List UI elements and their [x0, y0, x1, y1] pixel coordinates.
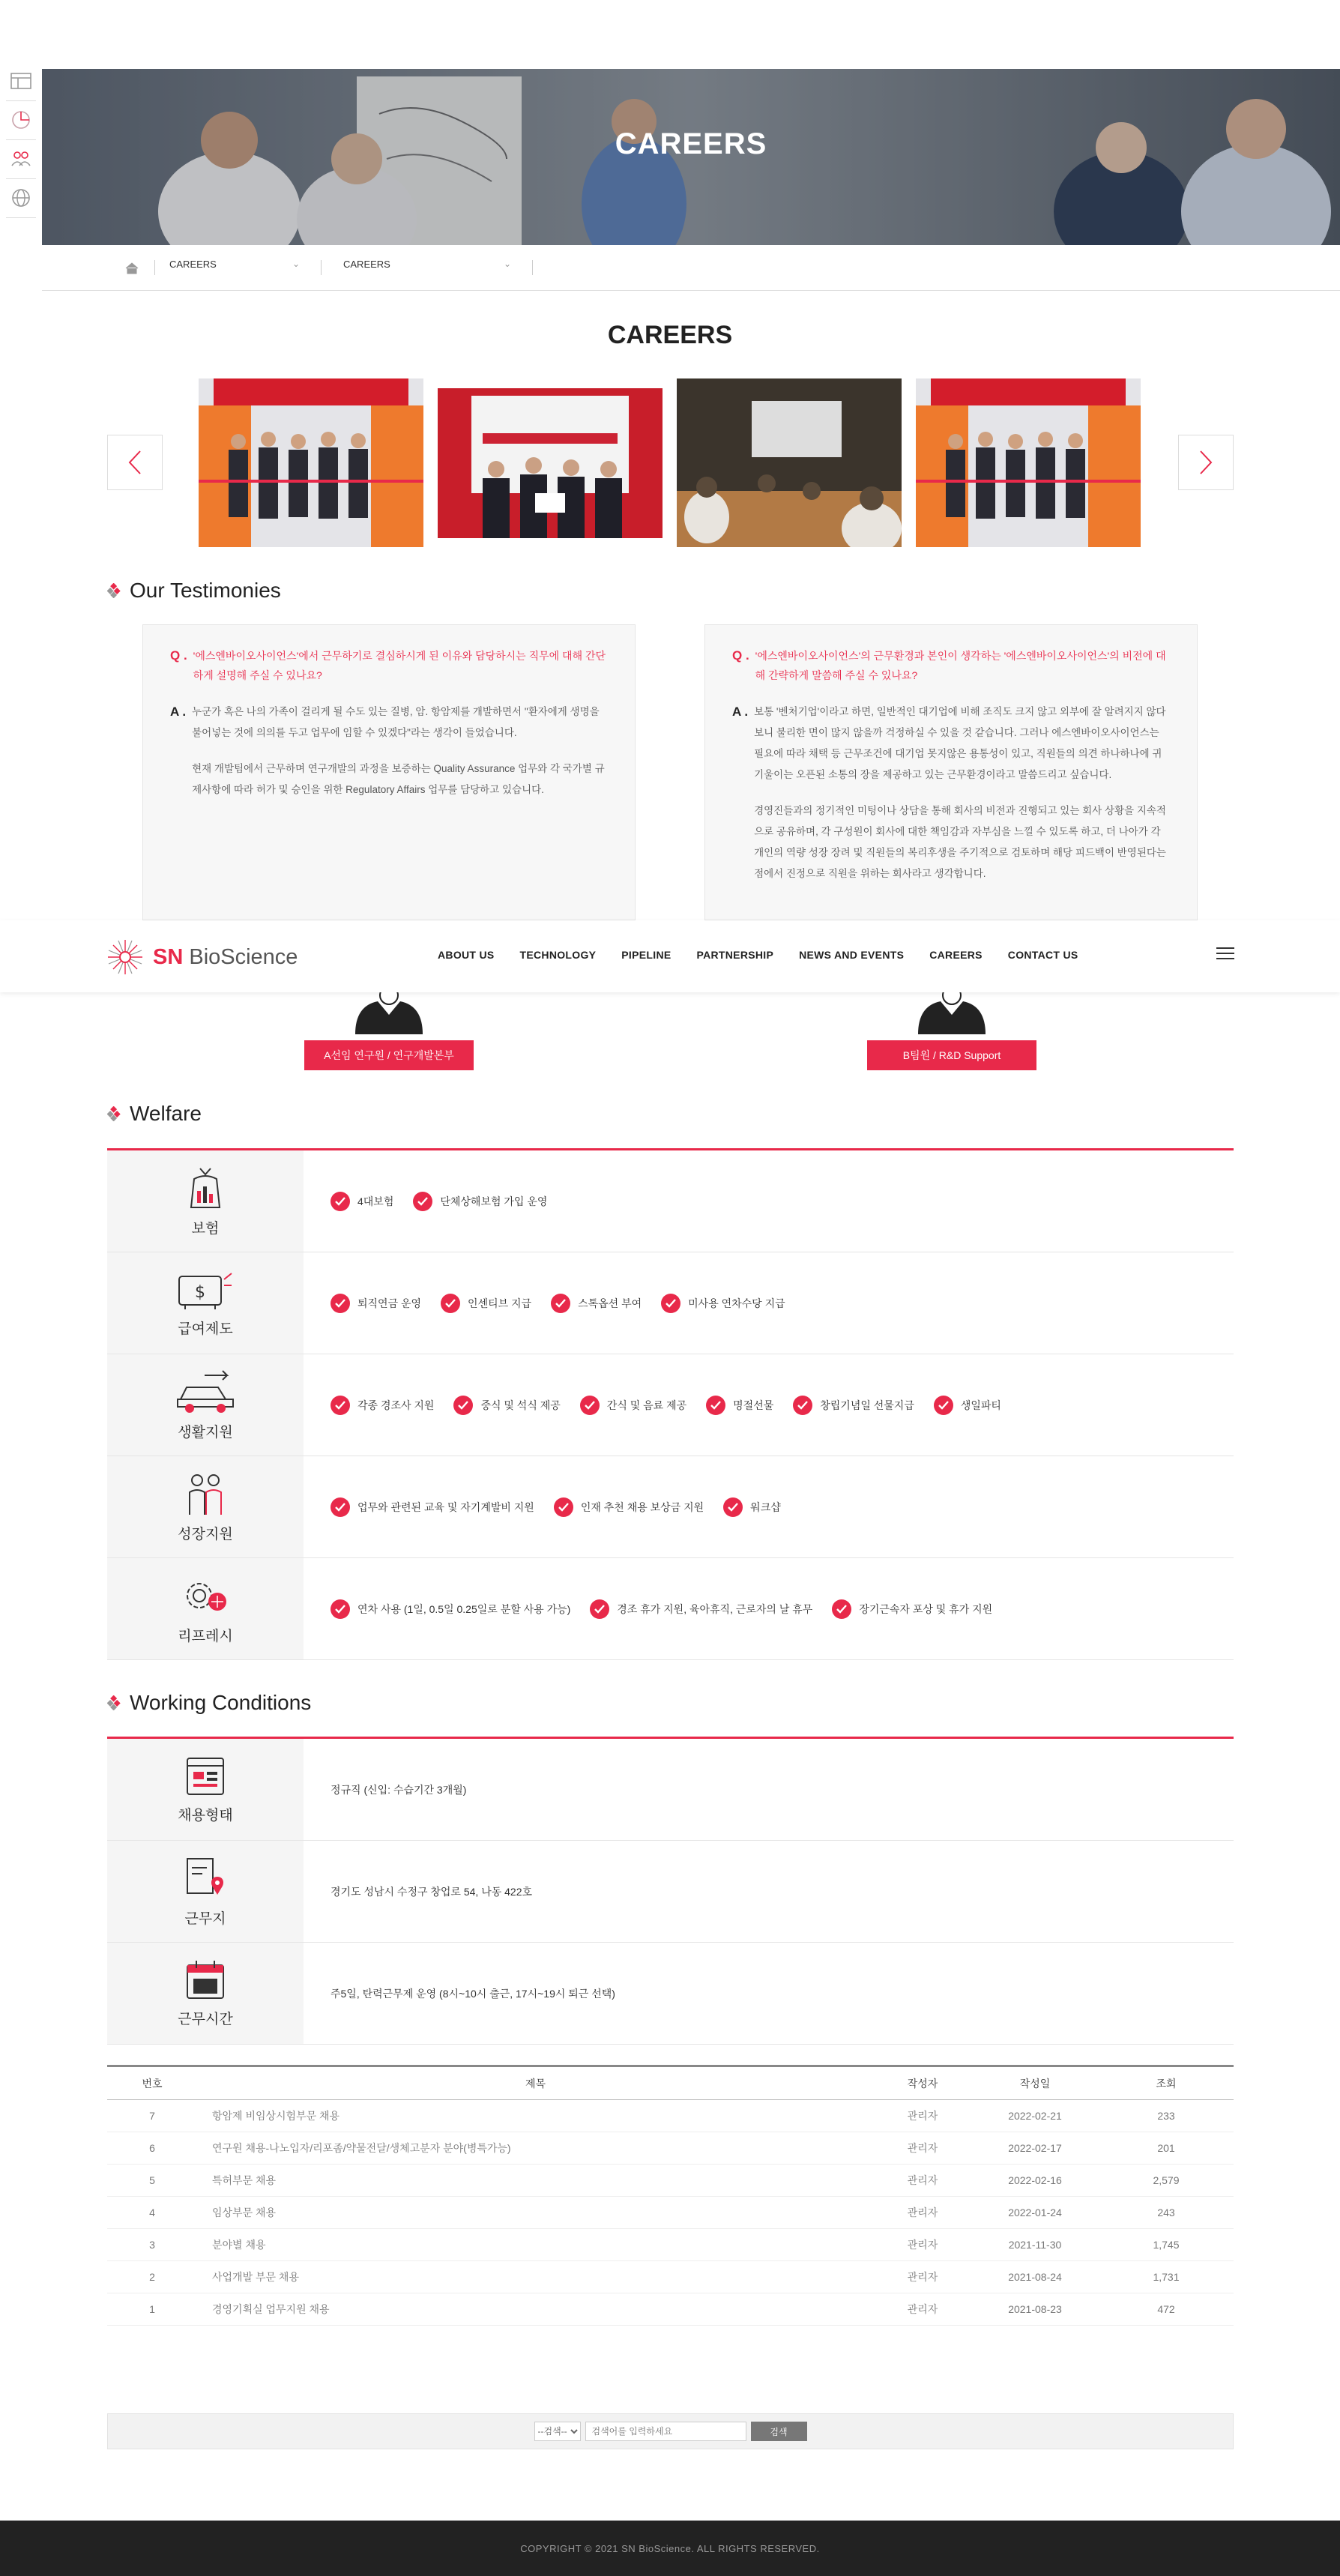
nav-technology[interactable]: TECHNOLOGY	[519, 949, 597, 961]
breadcrumb-level1[interactable]: CAREERS	[169, 259, 217, 270]
chevron-down-icon: ⌄	[292, 259, 301, 269]
welfare-item-text: 연차 사용 (1일, 0.5일 0.25일로 분할 사용 가능)	[357, 1602, 571, 1615]
globe-icon[interactable]	[6, 183, 36, 213]
welfare-item	[441, 1294, 531, 1313]
layout-icon[interactable]	[6, 66, 36, 96]
post-number: 6	[149, 2142, 155, 2154]
working-title: Working Conditions	[130, 1691, 312, 1714]
home-icon[interactable]	[117, 257, 147, 280]
post-title-link[interactable]: 항암제 비임상시험부문 채용	[212, 2110, 340, 2122]
chevron-down-icon: ⌄	[504, 259, 512, 269]
working-category	[107, 1943, 304, 2044]
table-row[interactable]	[107, 2293, 1234, 2326]
check-circle-icon	[441, 1294, 460, 1313]
testimony-answer: 경영진들과의 정기적인 미팅이나 상담을 통해 회사의 비전과 진행되고 있는 회사 상황을 지속적으로 공유하며, 각 구성원이 회사에 대한 책임감과 자부심을 느낄 수 있도록 하고, 더 나아가 각 개인의 역량 성장 장려 및 직원들의 복리후생을 주기적으로 검토하며 해당 피드백이 반영된다는 점에서 진정으로 직원을 위하는 회사라고 생각합니다.	[754, 805, 1166, 879]
working-category-label: 근무시간	[178, 2011, 233, 2027]
working-category-label: 채용형태	[178, 1807, 233, 1824]
table-row[interactable]	[107, 2100, 1234, 2132]
answer-mark: A .	[170, 705, 187, 719]
check-circle-icon	[331, 1294, 350, 1313]
testimony-card	[142, 624, 636, 920]
question-mark: Q .	[732, 648, 749, 663]
diamond-bullet-icon	[107, 583, 122, 598]
welfare-items	[304, 1150, 1234, 1252]
welfare-item-text: 스톡옵션 부여	[578, 1297, 642, 1309]
welfare-category-label: 리프레시	[178, 1628, 233, 1644]
welfare-item	[590, 1599, 812, 1619]
welfare-item	[331, 1599, 570, 1619]
nav-partnership[interactable]: PARTNERSHIP	[696, 949, 774, 961]
welfare-items	[304, 1558, 1234, 1659]
post-title-link[interactable]: 분야별 채용	[212, 2239, 266, 2251]
welfare-row	[107, 1456, 1234, 1558]
gallery-prev-button[interactable]	[107, 435, 163, 490]
check-circle-icon	[331, 1599, 350, 1619]
logo-bioscience: BioScience	[183, 944, 298, 969]
table-row[interactable]	[107, 2165, 1234, 2197]
job-board	[107, 2065, 1234, 2326]
welfare-row	[107, 1354, 1234, 1456]
welfare-category-label: 생활지원	[178, 1424, 233, 1441]
welfare-item	[934, 1396, 1001, 1415]
working-row	[107, 1841, 1234, 1943]
refresh-gear-icon	[178, 1573, 232, 1620]
welfare-category	[107, 1456, 304, 1557]
breadcrumb	[42, 245, 1340, 291]
post-views: 1,745	[1153, 2239, 1180, 2251]
welfare-item-text: 각종 경조사 지원	[357, 1399, 435, 1411]
check-circle-icon	[832, 1599, 851, 1619]
welfare-item	[706, 1396, 773, 1415]
post-author: 관리자	[907, 2207, 938, 2218]
post-author: 관리자	[907, 2239, 938, 2251]
welfare-item-text: 장기근속자 포상 및 휴가 지원	[859, 1602, 993, 1615]
nav-careers[interactable]: CAREERS	[929, 949, 983, 961]
post-date: 2022-02-17	[1008, 2142, 1062, 2154]
working-row	[107, 1739, 1234, 1841]
table-row[interactable]	[107, 2197, 1234, 2229]
nav-news-and-events[interactable]: NEWS AND EVENTS	[799, 949, 905, 961]
welfare-item-text: 4대보험	[357, 1195, 394, 1207]
welfare-row	[107, 1150, 1234, 1252]
chevron-right-icon	[1198, 450, 1213, 475]
welfare-table	[107, 1148, 1234, 1660]
site-footer	[0, 2521, 1340, 2576]
check-circle-icon	[331, 1497, 350, 1517]
post-date: 2021-08-24	[1008, 2271, 1062, 2283]
post-date: 2022-02-16	[1008, 2174, 1062, 2186]
testimony-question: '에스엔바이오사이언스'의 근무환경과 본인이 생각하는 '에스엔바이오사이언스'의 비전에 대해 간략하게 말씀해 주실 수 있나요?	[755, 650, 1166, 681]
document-icon	[184, 1755, 226, 1800]
logo-sn: SN	[153, 944, 184, 969]
testimony-answer: 누군가 혹은 나의 가족이 걸리게 될 수도 있는 질병, 암. 항암제를 개발하면서 "환자에게 생명을 불어넣는 것에 의의를 두고 업무에 임할 수 있겠다"라는 생각이 들었습니다.	[192, 706, 600, 738]
nav-about-us[interactable]: ABOUT US	[438, 949, 495, 961]
post-title-link[interactable]: 사업개발 부문 채용	[212, 2271, 299, 2283]
post-date: 2021-08-23	[1008, 2303, 1062, 2315]
person-avatar-icon	[351, 992, 426, 1034]
working-row	[107, 1943, 1234, 2045]
person-avatar-icon	[914, 992, 989, 1034]
search-button[interactable]: 검색	[751, 2422, 807, 2441]
gallery-photo[interactable]	[199, 378, 423, 547]
working-conditions-table	[107, 1737, 1234, 2045]
welfare-items	[304, 1354, 1234, 1456]
hero-banner	[42, 69, 1340, 245]
check-circle-icon	[453, 1396, 473, 1415]
col-views: 조회	[1156, 2077, 1177, 2090]
check-circle-icon	[723, 1497, 743, 1517]
post-number: 4	[149, 2207, 155, 2218]
welfare-category	[107, 1354, 304, 1456]
gallery-photo[interactable]	[677, 378, 902, 547]
post-author: 관리자	[907, 2142, 938, 2154]
gallery-photo[interactable]	[916, 378, 1141, 547]
main-nav	[438, 949, 1078, 961]
post-title-link[interactable]: 연구원 채용-나노입자/리포좀/약물전달/생체고분자 분야(병특가능)	[212, 2142, 511, 2154]
table-row[interactable]	[107, 2132, 1234, 2165]
post-title-link[interactable]: 경영기획실 업무지원 채용	[212, 2303, 330, 2315]
welfare-item	[331, 1192, 393, 1211]
welfare-item-text: 생일파티	[960, 1399, 1001, 1411]
insurance-icon	[187, 1165, 224, 1213]
diamond-bullet-icon	[107, 1695, 122, 1710]
check-circle-icon	[590, 1599, 609, 1619]
hamburger-menu-icon[interactable]	[1216, 947, 1234, 962]
check-circle-icon	[661, 1294, 680, 1313]
col-author: 작성자	[907, 2077, 938, 2090]
testimony-card	[704, 624, 1198, 920]
col-date: 작성일	[1019, 2077, 1051, 2090]
salary-icon	[178, 1269, 233, 1313]
gallery-next-button[interactable]	[1178, 435, 1234, 490]
testimony-person-tag: B팀원 / R&D Support	[867, 1040, 1036, 1070]
working-value: 주5일, 탄력근무제 운영 (8시~10시 출근, 17시~19시 퇴근 선택)	[331, 1987, 615, 2000]
location-icon	[184, 1856, 226, 1903]
welfare-item-text: 워크샵	[750, 1500, 781, 1513]
welfare-item	[832, 1599, 992, 1619]
banner-title: CAREERS	[615, 127, 767, 160]
welfare-heading	[107, 1102, 202, 1126]
check-circle-icon	[580, 1396, 600, 1415]
welfare-item	[661, 1294, 785, 1313]
check-circle-icon	[793, 1396, 812, 1415]
welfare-items	[304, 1456, 1234, 1557]
welfare-category-label: 성장지원	[178, 1526, 233, 1542]
working-heading	[107, 1691, 311, 1715]
check-circle-icon	[706, 1396, 725, 1415]
col-number: 번호	[142, 2077, 163, 2090]
welfare-item-text: 업무와 관련된 교육 및 자기계발비 지원	[357, 1500, 534, 1513]
testimonies-title: Our Testimonies	[130, 579, 281, 602]
post-number: 3	[149, 2239, 155, 2251]
check-circle-icon	[331, 1396, 350, 1415]
search-input[interactable]	[585, 2422, 746, 2441]
logo[interactable]	[105, 937, 298, 977]
welfare-item	[453, 1396, 560, 1415]
post-views: 2,579	[1153, 2174, 1180, 2186]
welfare-item	[413, 1192, 547, 1211]
gallery-photo[interactable]	[438, 388, 663, 538]
working-value: 경기도 성남시 수정구 창업로 54, 나동 422호	[331, 1885, 533, 1898]
post-author: 관리자	[907, 2174, 938, 2186]
testimony-person-tag: A선임 연구원 / 연구개발본부	[304, 1040, 474, 1070]
welfare-item	[793, 1396, 914, 1415]
question-mark: Q .	[170, 648, 187, 663]
welfare-title: Welfare	[130, 1102, 202, 1125]
people-icon	[185, 1471, 226, 1518]
welfare-item	[554, 1497, 704, 1517]
col-title: 제목	[525, 2077, 546, 2090]
site-header	[0, 920, 1340, 992]
post-date: 2022-01-24	[1008, 2207, 1062, 2218]
logo-mark-icon	[105, 937, 145, 977]
post-views: 243	[1157, 2207, 1175, 2218]
post-views: 1,731	[1153, 2271, 1180, 2283]
working-value: 정규직 (신입: 수습기간 3개월)	[331, 1783, 467, 1796]
welfare-item-text: 단체상해보험 가입 운영	[440, 1195, 548, 1207]
pie-chart-icon[interactable]	[6, 105, 36, 135]
welfare-item-text: 간식 및 음료 제공	[606, 1399, 687, 1411]
post-views: 233	[1157, 2110, 1175, 2122]
welfare-item	[331, 1294, 421, 1313]
welfare-items	[304, 1252, 1234, 1354]
chevron-left-icon	[127, 450, 142, 475]
check-circle-icon	[413, 1192, 432, 1211]
check-circle-icon	[551, 1294, 570, 1313]
page-title: CAREERS	[607, 321, 733, 349]
diamond-bullet-icon	[107, 1106, 122, 1121]
welfare-item	[331, 1396, 434, 1415]
table-row[interactable]	[107, 2229, 1234, 2261]
welfare-item-text: 창립기념일 선물지급	[820, 1399, 914, 1411]
car-icon	[175, 1369, 236, 1417]
board-search	[107, 2413, 1234, 2449]
post-views: 201	[1157, 2142, 1175, 2154]
welfare-item	[723, 1497, 781, 1517]
welfare-category	[107, 1150, 304, 1252]
post-number: 7	[149, 2110, 155, 2122]
post-title-link[interactable]: 임상부문 채용	[212, 2207, 277, 2218]
welfare-item	[331, 1497, 534, 1517]
welfare-item-text: 경조 휴가 지원, 육아휴직, 근로자의 날 휴무	[617, 1602, 813, 1615]
search-field-select[interactable]	[534, 2422, 581, 2441]
check-circle-icon	[554, 1497, 573, 1517]
post-number: 1	[149, 2303, 155, 2315]
board-header-row	[107, 2067, 1234, 2100]
post-author: 관리자	[907, 2271, 938, 2283]
testimony-answer: 보통 '벤처기업'이라고 하면, 일반적인 대기업에 비해 조직도 크지 않고 외부에 잘 알려지지 않다 보니 불리한 면이 많지 않을까 걱정하실 수 있을 것 같습니다. 그러나 에스엔바이오사이언스는 필요에 따라 채택 등 근무조건에 대기업 못지않은 용통성이 있고, 직원들의 의견 하나하나에 귀 기울이는 오픈된 소통의 장을 제공하고 있는 근무환경이라고 말씀드리고 싶습니다.	[754, 706, 1166, 780]
svg-text:$: $	[195, 1282, 205, 1302]
post-number: 2	[149, 2271, 155, 2283]
users-icon[interactable]	[6, 144, 36, 174]
testimonies-heading	[107, 579, 281, 603]
check-circle-icon	[934, 1396, 953, 1415]
nav-pipeline[interactable]: PIPELINE	[621, 949, 671, 961]
welfare-item-text: 중식 및 석식 제공	[480, 1399, 561, 1411]
working-category-label: 근무지	[184, 1910, 226, 1927]
welfare-item-text: 미사용 연차수당 지급	[688, 1297, 785, 1309]
breadcrumb-level2[interactable]: CAREERS	[343, 259, 390, 270]
welfare-category-label: 급여제도	[178, 1321, 233, 1337]
post-title-link[interactable]: 특허부문 채용	[212, 2174, 277, 2186]
nav-contact-us[interactable]: CONTACT US	[1007, 949, 1078, 961]
testimony-answer: 현재 개발팀에서 근무하며 연구개발의 과정을 보증하는 Quality Assurance 업무와 각 국가별 규제사항에 따라 허가 및 승인을 위한 Regulatory Affairs 업무를 담당하고 있습니다.	[192, 763, 605, 795]
working-category	[107, 1841, 304, 1942]
post-author: 관리자	[907, 2303, 938, 2315]
welfare-row	[107, 1252, 1234, 1354]
check-circle-icon	[331, 1192, 350, 1211]
post-date: 2022-02-21	[1008, 2110, 1062, 2122]
welfare-item-text: 퇴직연금 운영	[357, 1297, 422, 1309]
welfare-item-text: 인센티브 지급	[468, 1297, 532, 1309]
welfare-item	[551, 1294, 642, 1313]
post-number: 5	[149, 2174, 155, 2186]
working-category	[107, 1739, 304, 1840]
welfare-item	[580, 1396, 686, 1415]
calendar-icon	[184, 1959, 226, 2003]
copyright-text: COPYRIGHT © 2021 SN BioScience. ALL RIGHTS RESERVED.	[520, 2542, 820, 2554]
welfare-row	[107, 1558, 1234, 1660]
table-row[interactable]	[107, 2261, 1234, 2293]
welfare-category	[107, 1252, 304, 1354]
post-views: 472	[1157, 2303, 1175, 2315]
post-date: 2021-11-30	[1008, 2239, 1062, 2251]
testimony-question: '에스엔바이오사이언스'에서 근무하기로 결심하시게 된 이유와 담당하시는 직무에 대해 간단하게 설명해 주실 수 있나요?	[193, 650, 606, 681]
welfare-item-text: 인재 추천 채용 보상금 지원	[580, 1500, 704, 1513]
welfare-category-label: 보험	[191, 1220, 220, 1237]
post-author: 관리자	[907, 2110, 938, 2122]
welfare-category	[107, 1558, 304, 1659]
answer-mark: A .	[732, 705, 749, 719]
welfare-item-text: 명절선물	[733, 1399, 774, 1411]
